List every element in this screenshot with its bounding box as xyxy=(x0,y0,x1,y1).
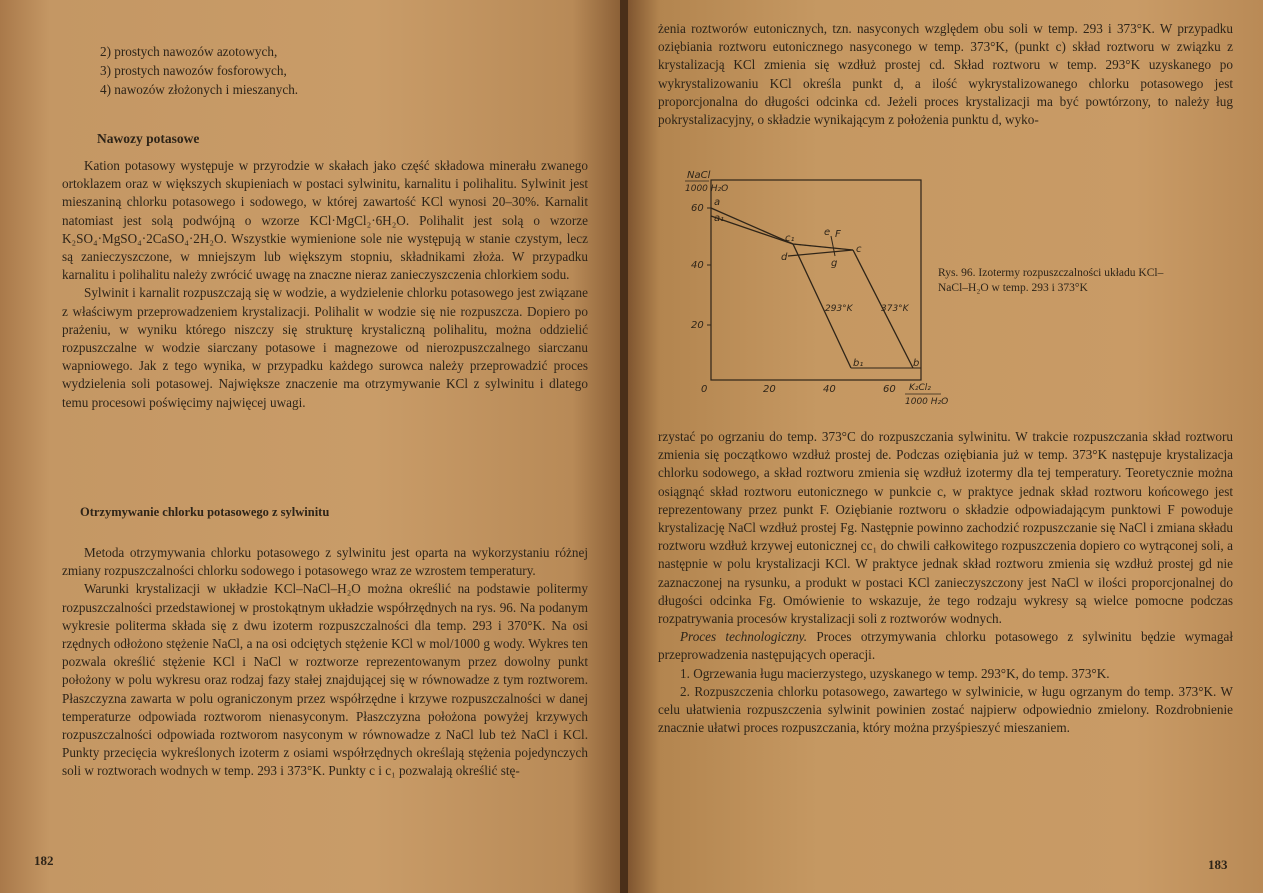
isotherm-373-nacl-branch xyxy=(711,208,853,250)
fertilizer-list xyxy=(100,42,298,99)
point-label: b xyxy=(913,358,920,369)
section-heading-potash: Nawozy potasowe xyxy=(97,131,200,146)
point-label: d xyxy=(781,252,788,263)
right-page xyxy=(628,0,1263,893)
text-run: Proces otrzymywania chlorku potasowego z sylwinitu będzie wymagał przeprowadzenia następujących operacji. xyxy=(658,629,1233,663)
figure-caption: Rys. 96. Izotermy rozpuszczalności układu KCl–NaCl–H₂O w temp. 293 i 373°K xyxy=(938,267,1164,294)
x-tick: 40 xyxy=(823,384,836,395)
x-axis-label-top: K₂Cl₂ xyxy=(909,383,931,393)
x-tick: 20 xyxy=(763,384,776,395)
point-label: a₁ xyxy=(714,213,725,224)
figure-96 xyxy=(683,168,949,418)
y-tick: 40 xyxy=(691,260,704,271)
point-label: e xyxy=(824,227,831,238)
x-tick: 60 xyxy=(883,384,896,395)
right-text-block-2 xyxy=(658,428,1233,737)
paragraph: Kation potasowy występuje w przyrodzie w skałach jako część składowa minerału zwanego ortoklazem oraz w większych skupieniach w postaci sylwinitu, karnalitu i polihalitu. Sylwinit jest mieszaniną chlorku potasowego i sodowego, w której zawartość KCl wynosi 20–30%. Karnalit natomiast jest solą podwójną o wzorze KCl·MgCl₂·6H₂O. Polihalit jest solą o wzorze K₂SO₄·MgSO₄·2CaSO₄·2H₂O. Wszystkie wymienione sole nie występują w stanie czystym, lecz są zanieczyszczone, w mniejszym lub większym stopniu, składnikami złoża. W przypadku karnalitu i polihalitu należy zwrócić uwagę na znaczne nieraz zanieczyszczenia chlorkiem sodu. xyxy=(62,158,588,283)
right-text-block-1 xyxy=(658,20,1233,129)
point-label: a xyxy=(714,197,721,208)
page-number: 183 xyxy=(1208,857,1228,872)
plot-frame xyxy=(711,180,921,380)
isotherm-label-293: 293°K xyxy=(825,304,853,314)
point-label: b₁ xyxy=(853,358,864,369)
point-label: c₁ xyxy=(785,233,795,244)
paragraph: 2. Rozpuszczenia chlorku potasowego, zawartego w sylwinicie, w ługu ogrzanym do temp. 373°K. W celu ułatwienia rozpuszczenia sylwinit powinien zostać najpierw odpowiednio zmielony. Rozdrobnienie znacznie ułatwi proces rozpuszczania, który można przyśpieszyć mieszaniem. xyxy=(658,683,1233,736)
left-text-block-1 xyxy=(62,157,588,412)
point-label: c xyxy=(856,244,862,255)
list-item: 3) prostych nawozów fosforowych, xyxy=(100,63,287,78)
list-item: 2) prostych nawozów azotowych, xyxy=(100,44,278,59)
y-axis-label-top: NaCl xyxy=(687,170,711,181)
paragraph: Warunki krystalizacji w układzie KCl–NaCl–H₂O można określić na podstawie politermy rozpuszczalności przedstawionej w prostokątnym układzie współrzędnych na rys. 96. Na podanym wykresie politerma składa się z dwu izoterm rozpuszczalności dla temp. 293 i 370°K. Na osi rzędnych odłożono stężenie NaCl, a na osi odciętych stężenie KCl w mol/1000 g wody. Wykres ten pozwala określić stężenie KCl i NaCl w roztworze reprezentowanym przez dowolny punkt położony w polu wykresu oraz rodzaj fazy stałej znajdującej się w równowadze z tym roztworem. Płaszczyzna zawarta w polu ograniczonym przez współrzędne i krzywe rozpuszczalności w danej temperaturze odpowiada roztworom nienasyconym. Płaszczyzna położona powyżej krzywych rozpuszczalności odpowiada roztworom nasyconym w równowadze z NaCl lub też NaCl i KCl. Punkty przecięcia wykreślonych izoterm z osiami współrzędnych określają stężenia pojedynczych soli w roztworach wodnych w temp. 293 i 373°K. Punkty c i c₁ pozwalają określić stę- xyxy=(62,581,588,779)
x-axis-label-bottom: 1000 H₂O xyxy=(905,397,949,407)
left-page xyxy=(0,0,622,893)
isotherm-diagram xyxy=(683,168,949,413)
paragraph: 1. Ogrzewania ługu macierzystego, uzyskanego w temp. 293°K, do temp. 373°K. xyxy=(680,665,1110,681)
isotherm-label-373: 373°K xyxy=(881,304,909,314)
paragraph: żenia roztworów eutonicznych, tzn. nasyconych względem obu soli w temp. 293 i 373°K. W przypadku oziębiania roztworu eutonicznego nasyconego w temp. 373°K, (punkt c) skład roztworu w związku z krystalizacją KCl zmienia się wzdłuż prostej cd. Skład roztworu w temp. 293°K uzyskanego po wykrystalizowaniu KCl określa punkt d, a ilość wykrystalizowanego chlorku potasowego jest proporcjonalna do długości odcinka cd. Jeżeli proces krystalizacji ma być powtórzony, to należy ług pokrystalizacyjny, o składzie wynikającym z położenia punktu d, wyko- xyxy=(658,21,1233,128)
x-tick: 0 xyxy=(701,384,708,395)
y-axis-label-bottom: 1000 H₂O xyxy=(685,184,729,194)
italic-run: Proces technologiczny. xyxy=(680,629,808,645)
point-label: g xyxy=(831,258,838,269)
y-tick: 20 xyxy=(691,320,704,331)
paragraph xyxy=(658,628,1233,664)
y-tick: 60 xyxy=(691,203,704,214)
point-label: F xyxy=(835,229,841,240)
section-heading-kcl: Otrzymywanie chlorku potasowego z sylwinitu xyxy=(80,505,330,519)
paragraph: Metoda otrzymywania chlorku potasowego z sylwinitu jest oparta na wykorzystaniu różnej zmiany rozpuszczalności chlorku sodowego i potasowego wraz ze wzrostem temperatury. xyxy=(62,545,588,579)
paragraph: Sylwinit i karnalit rozpuszczają się w wodzie, a wydzielenie chlorku potasowego jest związane z właściwym przeprowadzeniem krystalizacji. Polihalit w wodzie się nie rozpuszcza. Dopiero po prażeniu, w wyniku którego niszczy się strukturę krystaliczną polihalitu, można oddzielić rozpuszczalne w wodzie siarczany potasowe i magnezowe od nierozpuszczalnego siarczanu wapniowego. Jak z tego wynika, w przypadku każdego surowca należy przeprowadzić proces wydzielenia soli potasowej. Największe znaczenie ma otrzymywanie KCl z sylwinitu i dlatego temu procesowi poświęcimy najwięcej uwagi. xyxy=(62,285,588,410)
page-number: 182 xyxy=(34,853,54,868)
paragraph: rzystać po ogrzaniu do temp. 373°C do rozpuszczania sylwinitu. W trakcie rozpuszczania skład roztworu zmienia się początkowo wzdłuż prostej de. Podczas oziębiania już w temp. 373°K następuje krystalizacja chlorku sodowego, a skład roztworu zmienia się wzdłuż izotermy dla tej temperatury. Teoretycznie można osiągnąć skład roztworu eutonicznego w punkcie c, w praktyce jednak skład roztworu końcowego jest reprezentowany przez punkt F. Oziębianie roztworu o składzie odpowiadającym punktowi F powoduje krystalizację NaCl wzdłuż prostej Fg. Następnie powinno zachodzić rozpuszczanie się NaCl i zmiana składu roztworu wzdłuż krzywej eutonicznej cc₁ do chwili całkowitego rozpuszczenia dopiero co wytrąconej soli, a następnie w polu krystalizacji KCl. W praktyce jednak skład roztworu zmienia się wzdłuż prostej gd nie zaznaczonej na rysunku, a produkt w postaci KCl zanieczyszczony jest NaCl w ilości proporcjonalnej do długości odcinka Fg. Omówienie to wskazuje, że tego rodzaju wykresy są wielce pomocne podczas rozpatrywania procesów krystalizacji soli z roztworów wodnych. xyxy=(658,429,1233,627)
left-text-block-2 xyxy=(62,544,588,781)
list-item: 4) nawozów złożonych i mieszanych. xyxy=(100,82,299,97)
